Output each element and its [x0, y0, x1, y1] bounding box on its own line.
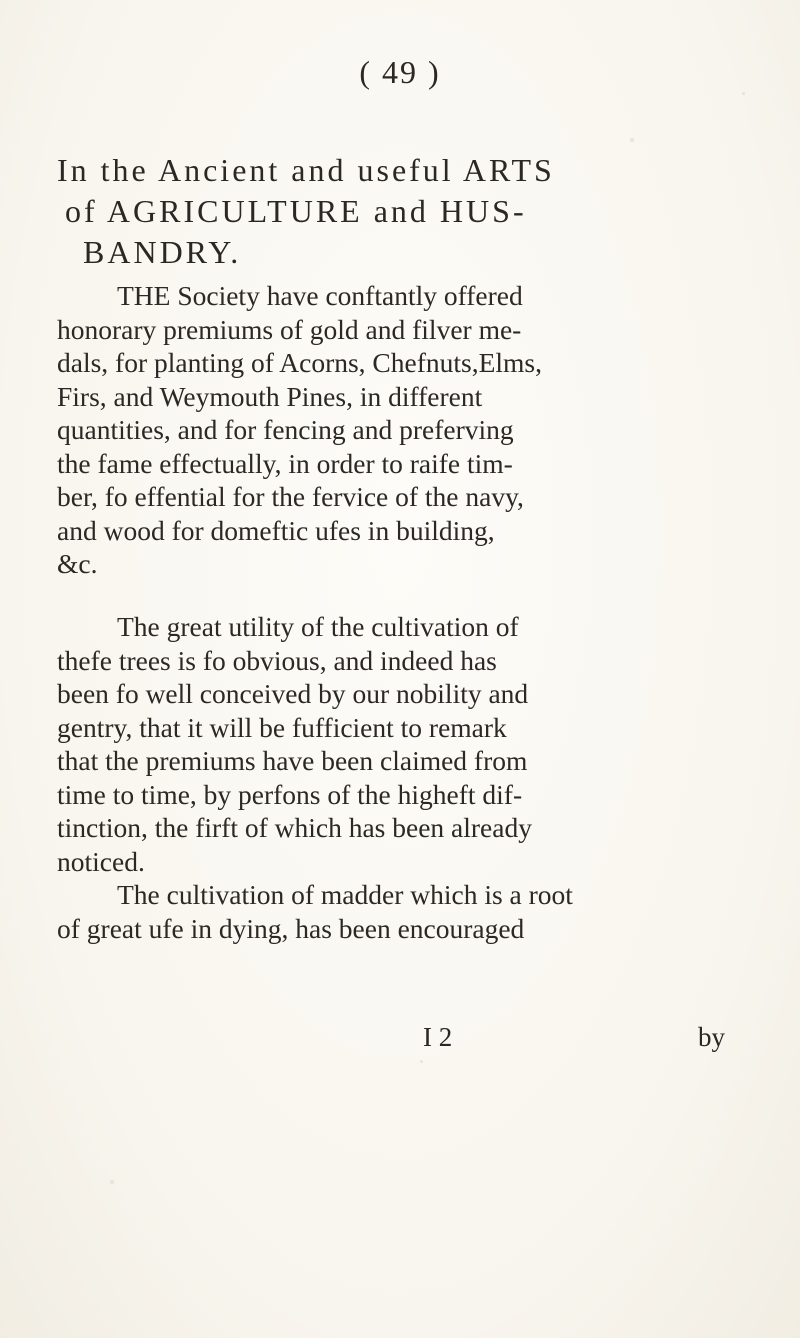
- text-line: of great ufe in dying, has been encouraged: [57, 912, 525, 944]
- text-line: and wood for domeftic ufes in building,: [57, 514, 495, 546]
- text-line: honorary premiums of gold and filver me-: [57, 313, 522, 345]
- text-line: noticed.: [57, 845, 145, 877]
- paper-speck: [742, 92, 745, 95]
- text-line: THE Society have conftantly offered: [117, 280, 523, 311]
- text-line: thefe trees is fo obvious, and indeed has: [57, 644, 497, 676]
- text-line: The great utility of the cultivation of: [117, 611, 519, 642]
- heading-line-2: of AGRICULTURE and HUS-: [65, 193, 527, 229]
- heading-line-3: BANDRY.: [83, 234, 242, 270]
- text-line: the fame effectually, in order to raife tim-: [57, 447, 513, 479]
- text-line: Firs, and Weymouth Pines, in different: [57, 380, 483, 412]
- catchword: by: [698, 1022, 725, 1052]
- text-line: that the premiums have been claimed from: [57, 745, 528, 776]
- signature-mark: I 2: [423, 1022, 453, 1052]
- paragraph-3: [57, 878, 747, 945]
- page-number: ( 49 ): [359, 54, 441, 90]
- text-line: The cultivation of madder which is a root: [117, 879, 573, 910]
- section-heading: [57, 150, 747, 273]
- paper-speck: [420, 1060, 423, 1063]
- text-line: gentry, that it will be fufficient to remark: [57, 711, 507, 743]
- paragraph-1: [57, 279, 747, 581]
- text-line: &c.: [57, 548, 98, 579]
- text-line: been fo well conceived by our nobility and: [57, 678, 529, 709]
- text-line: quantities, and for fencing and preferving: [57, 414, 514, 445]
- paper-speck: [630, 138, 634, 142]
- text-line: dals, for planting of Acorns, Chefnuts,Elms,: [57, 347, 543, 378]
- text-line: tinction, the firft of which has been already: [57, 812, 532, 843]
- heading-line-1: In the Ancient and useful ARTS: [57, 152, 555, 188]
- text-line: ber, fo effential for the fervice of the navy,: [57, 481, 524, 512]
- text-line: time to time, by perfons of the higheft dif-: [57, 778, 523, 810]
- paper-speck: [110, 1180, 114, 1184]
- paragraph-2: [57, 610, 747, 878]
